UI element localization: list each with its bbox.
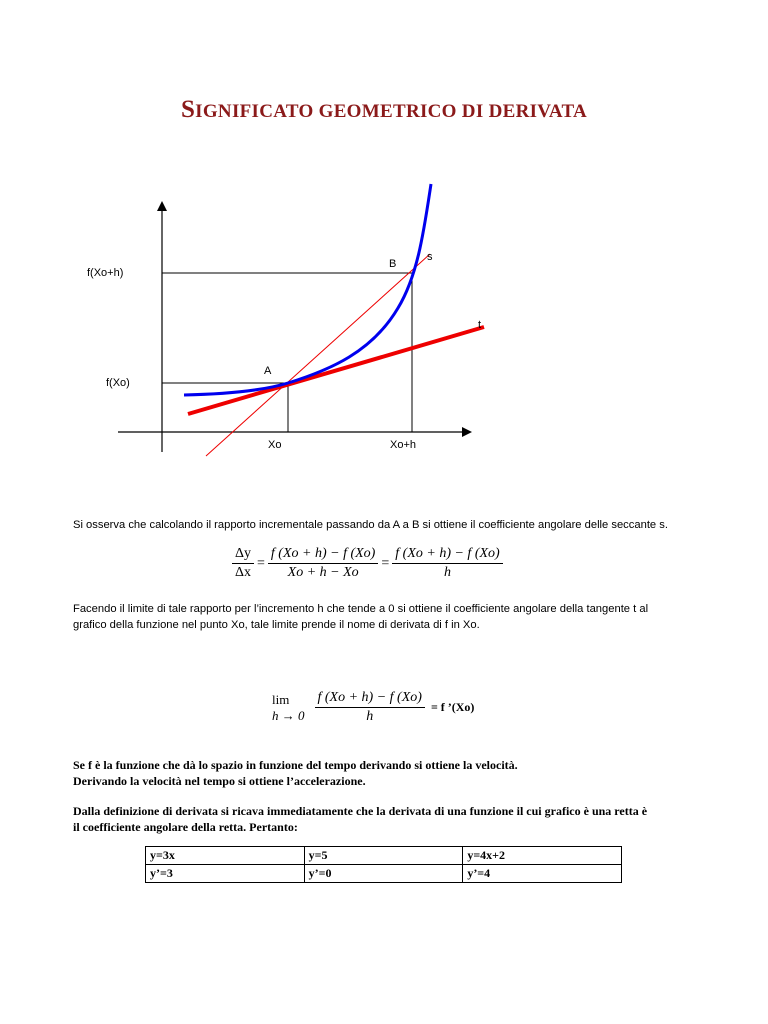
title-rest: IGNIFICATO GEOMETRICO DI DERIVATA bbox=[195, 101, 588, 122]
derivative-table bbox=[145, 846, 622, 883]
fraction-1 bbox=[268, 546, 378, 581]
tangent-t-label: t bbox=[478, 319, 482, 331]
equals-1: = bbox=[257, 555, 265, 571]
dx: Δx bbox=[235, 565, 252, 580]
paragraph-line-derivative-line2: il coefficiente angolare della retta. Pertanto: bbox=[73, 820, 298, 834]
paragraph-velocity bbox=[73, 757, 713, 789]
formula-incremental-ratio bbox=[232, 546, 503, 581]
point-b-label: B bbox=[389, 258, 397, 270]
fraction-2-num: f (Xo + h) − f (Xo) bbox=[392, 546, 502, 564]
table-cell: y’=0 bbox=[304, 865, 463, 883]
paragraph-velocity-line1: Se f è la funzione che dà lo spazio in funzione del tempo derivando si ottiene la velocità. bbox=[73, 758, 518, 772]
table-row bbox=[146, 847, 622, 865]
paragraph-line-derivative-line1: Dalla definizione di derivata si ricava immediatamente che la derivata di una funzione il cui grafico è una retta è bbox=[73, 804, 648, 818]
limit-fraction-den: h bbox=[366, 709, 374, 724]
function-curve bbox=[184, 184, 431, 395]
limit-result: = f ’(Xo) bbox=[430, 700, 475, 714]
fraction-1-num: f (Xo + h) − f (Xo) bbox=[268, 546, 378, 564]
paragraph-limit-line2: grafico della funzione nel punto Xo, tale limite prende il nome di derivata di f in Xo. bbox=[73, 619, 480, 631]
table-cell: y=3x bbox=[146, 847, 305, 865]
fraction-1-den: Xo + h − Xo bbox=[287, 565, 359, 580]
fraction-2-den: h bbox=[443, 565, 451, 580]
fraction-dy-dx bbox=[232, 546, 254, 581]
equals-2: = bbox=[381, 555, 390, 571]
label-f-xo: f(Xo) bbox=[106, 377, 130, 389]
page-title bbox=[0, 96, 768, 124]
table-cell: y’=3 bbox=[146, 865, 305, 883]
limit-operator bbox=[272, 692, 305, 724]
limit-fraction-num: f (Xo + h) − f (Xo) bbox=[315, 690, 425, 708]
derivative-figure bbox=[0, 170, 768, 470]
paragraph-line-derivative bbox=[73, 803, 733, 835]
table-cell: y=5 bbox=[304, 847, 463, 865]
paragraph-secant: Si osserva che calcolando il rapporto incrementale passando da A a B si ottiene il coefficiente angolare delle seccante s. bbox=[73, 519, 668, 531]
label-f-xoh: f(Xo+h) bbox=[87, 267, 124, 279]
label-xoh: Xo+h bbox=[390, 439, 416, 451]
limit-fraction bbox=[315, 690, 425, 725]
point-a-label: A bbox=[264, 365, 272, 377]
secant-line-s bbox=[206, 254, 430, 456]
lim-text: lim bbox=[272, 691, 290, 707]
formula-derivative-limit bbox=[272, 690, 474, 725]
dy: Δy bbox=[232, 546, 254, 564]
title-initial: S bbox=[180, 96, 196, 123]
tangent-line-t bbox=[188, 327, 484, 414]
paragraph-velocity-line2: Derivando la velocità nel tempo si ottiene l’accelerazione. bbox=[73, 774, 366, 788]
lim-subscript: h → 0 bbox=[272, 707, 305, 723]
y-axis-arrow bbox=[157, 201, 167, 211]
secant-s-label: s bbox=[427, 251, 433, 263]
table-row bbox=[146, 865, 622, 883]
x-axis-arrow bbox=[462, 427, 472, 437]
label-xo: Xo bbox=[268, 439, 282, 451]
table-cell: y’=4 bbox=[463, 865, 622, 883]
table-cell: y=4x+2 bbox=[463, 847, 622, 865]
paragraph-limit-line1: Facendo il limite di tale rapporto per l’incremento h che tende a 0 si ottiene il coefficiente angolare della tangente t al bbox=[73, 603, 649, 615]
paragraph-limit bbox=[73, 601, 723, 633]
fraction-2 bbox=[392, 546, 502, 581]
